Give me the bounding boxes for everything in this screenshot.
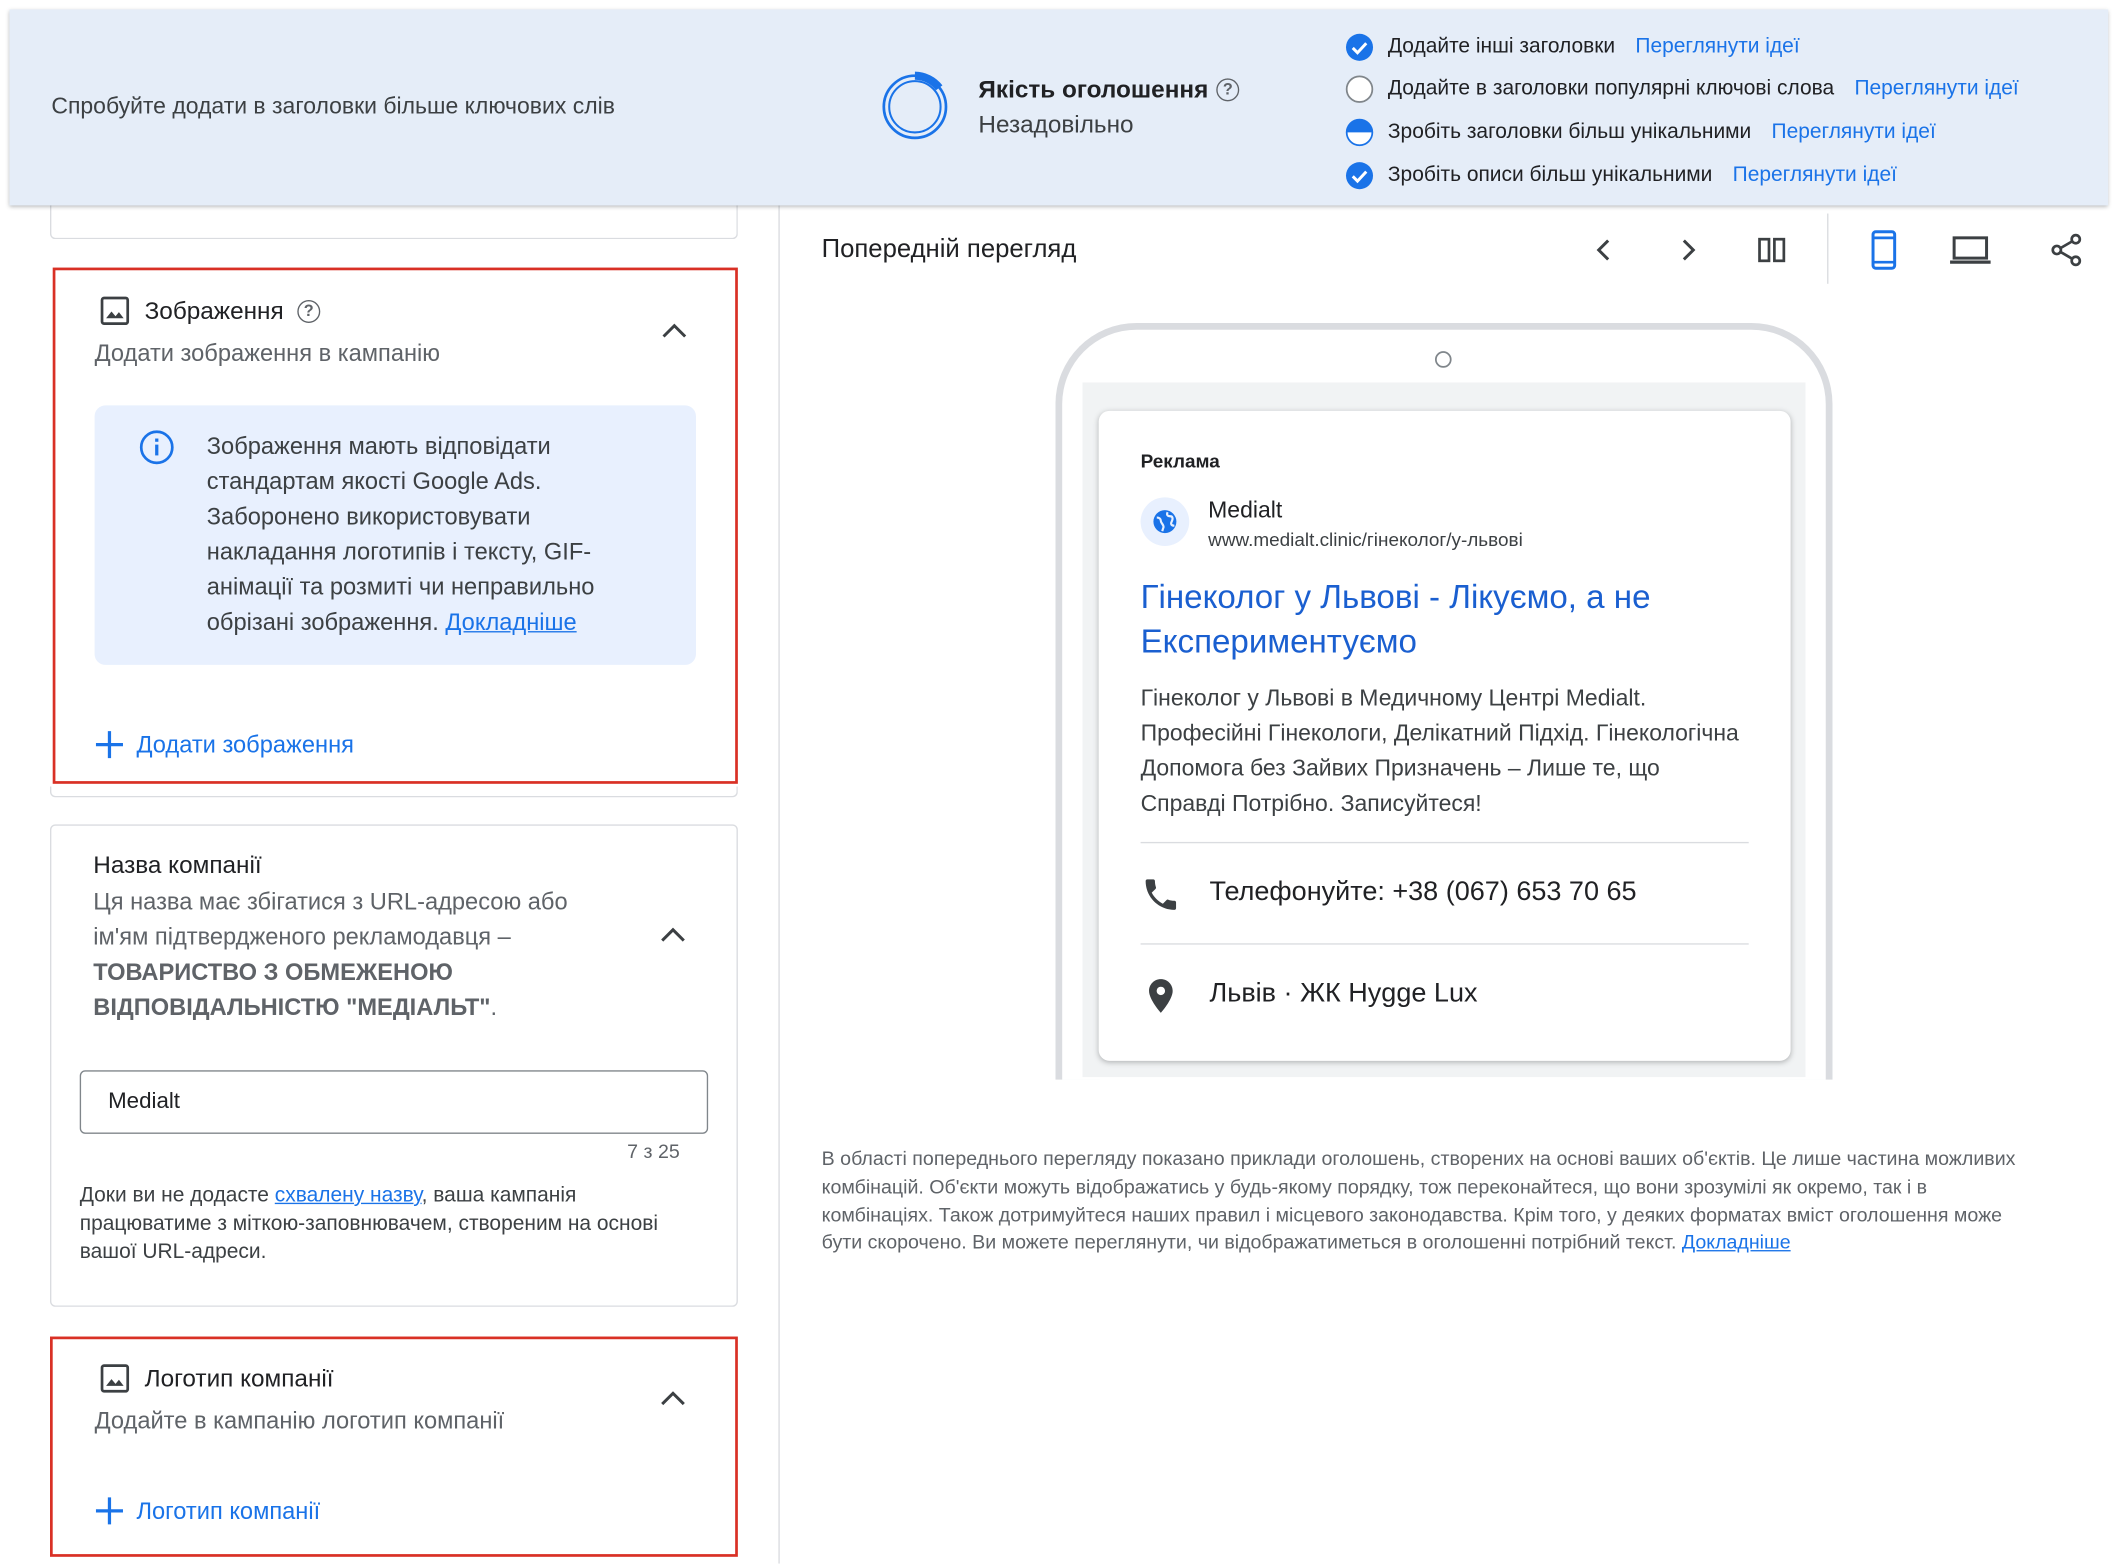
- half-circle-icon: [1345, 118, 1375, 148]
- share-button[interactable]: [2046, 230, 2087, 271]
- checklist-item-label: Додайте інші заголовки: [1387, 34, 1616, 58]
- placeholder-note-text: Доки ви не додасте: [79, 1183, 275, 1207]
- placeholder-note-text-end: , ваша кампанія працюватиме з міткою-заповнювачем, створеним на основі вашої URL-адреси.: [79, 1183, 659, 1264]
- company-name-title: Назва компанії: [93, 851, 262, 879]
- checklist-item-label: Зробіть описи більш унікальними: [1387, 162, 1713, 186]
- empty-circle-icon: [1345, 75, 1375, 105]
- learn-more-link[interactable]: Докладніше: [445, 608, 577, 636]
- mobile-preview-button[interactable]: [1864, 230, 1905, 271]
- smartphone-icon: [1869, 230, 1899, 271]
- add-logo-label: Логотип компанії: [136, 1496, 321, 1524]
- chevron-up-icon[interactable]: [655, 918, 690, 953]
- view-ideas-link[interactable]: Переглянути ідеї: [1635, 34, 1800, 58]
- images-card: [53, 268, 738, 784]
- laptop-icon: [1949, 234, 1992, 266]
- logo-card-title: Логотип компанії: [144, 1364, 334, 1392]
- add-image-button[interactable]: [95, 730, 354, 760]
- banner-tip: Спробуйте додати в заголовки більше ключових слів: [51, 93, 615, 119]
- approved-name-link[interactable]: схвалену назву: [274, 1183, 422, 1207]
- toolbar-divider: [1827, 214, 1828, 284]
- ad-call-extension[interactable]: Телефонуйте: +38 (067) 653 70 65: [1209, 877, 1637, 907]
- logo-card-header[interactable]: [99, 1362, 334, 1394]
- chevron-right-icon: [1674, 236, 1701, 263]
- ad-description: Гінеколог у Львові в Медичному Центрі Medialt. Професійні Гінекологи, Делікатний Підхід. Гінекологічна Допомога без Зайвих Призначень – Лише те, що Справді Потрібно. Записуйтеся!: [1140, 685, 1739, 817]
- preview-title: Попередній перегляд: [821, 235, 1077, 264]
- company-name-description: [93, 884, 600, 1025]
- company-name-input-value: Medialt: [108, 1089, 181, 1114]
- preview-disclaimer-text: В області попереднього перегляду показано приклади оголошень, створених на основі ваших об'єктів. Це лише частина можливих комбінацій. Об'єкти можуть відображатись у будь-якому порядку, тож переконайтеся, що вони зрозумілі як окремо, так і в комбінаціях. Також дотримуйтеся наших правил і місцевого законодавства. Крім того, у деяких форматах вміст оголошення може бути скорочено. Ви можете переглянути, чи відображатиметься в оголошенні потрібний текст.: [821, 1148, 2016, 1255]
- help-icon[interactable]: ?: [1216, 78, 1239, 101]
- ad-badge: Реклама: [1140, 450, 1220, 472]
- check-circle-icon: [1345, 160, 1375, 190]
- ad-quality-banner: [9, 9, 2108, 205]
- character-counter: 7 з 25: [627, 1141, 680, 1164]
- checklist-item-label: Додайте в заголовки популярні ключові слова: [1387, 77, 1835, 101]
- help-icon[interactable]: ?: [297, 299, 320, 322]
- globe-icon: [1151, 508, 1178, 535]
- card-stub: [50, 787, 738, 798]
- checklist-item: [1345, 111, 2019, 154]
- checklist-item: [1345, 26, 2019, 69]
- logo-card-subtitle: Додайте в кампанію логотип компанії: [94, 1406, 505, 1434]
- plus-icon: [95, 1496, 125, 1526]
- checklist-item: [1345, 68, 2019, 111]
- ad-display-url: www.medialt.clinic/гінеколог/у-львові: [1208, 528, 1523, 551]
- add-logo-button[interactable]: [95, 1496, 321, 1526]
- ad-quality-title: Якість оголошення: [978, 75, 1209, 103]
- company-name-description-end: .: [490, 993, 498, 1021]
- divider: [1141, 842, 1749, 843]
- images-card-subtitle: Додати зображення в кампанію: [94, 339, 441, 367]
- learn-more-link[interactable]: Докладніше: [1681, 1233, 1791, 1255]
- view-ideas-link[interactable]: Переглянути ідеї: [1771, 120, 1936, 144]
- checklist-item-label: Зробіть заголовки більш унікальними: [1387, 120, 1752, 144]
- image-policy-info-box: [95, 405, 696, 664]
- favicon: [1141, 497, 1190, 546]
- ad-quality-heading: [978, 76, 1239, 104]
- chevron-up-icon[interactable]: [655, 1381, 690, 1416]
- ad-quality-status: Незадовільно: [978, 110, 1134, 138]
- quality-ring-icon: [877, 69, 953, 145]
- share-icon: [2049, 232, 2084, 267]
- image-icon: [99, 1362, 131, 1394]
- preview-disclaimer: [822, 1146, 2038, 1258]
- ad-advertiser-name: Medialt: [1208, 497, 1283, 523]
- images-card-header[interactable]: [99, 295, 321, 327]
- chevron-up-icon[interactable]: [657, 314, 692, 349]
- plus-icon: [95, 730, 125, 760]
- ad-location-extension[interactable]: Львів · ЖК Hygge Lux: [1209, 978, 1478, 1009]
- company-name-card: [50, 824, 738, 1306]
- previous-button[interactable]: [1584, 230, 1625, 271]
- placeholder-label-note: [80, 1181, 675, 1266]
- chevron-left-icon: [1591, 236, 1618, 263]
- info-icon: [138, 428, 176, 466]
- ad-preview-card: [1099, 411, 1791, 1061]
- verified-advertiser-name: ТОВАРИСТВО З ОБМЕЖЕНОЮ ВІДПОВІДАЛЬНІСТЮ "МЕДІАЛЬТ": [93, 958, 491, 1021]
- phone-camera-icon: [1434, 350, 1453, 369]
- desktop-preview-button[interactable]: [1947, 230, 1993, 271]
- ad-headline[interactable]: Гінеколог у Львові - Лікуємо, а не Експериментуємо: [1140, 579, 1651, 661]
- add-image-label: Додати зображення: [136, 730, 354, 758]
- divider: [1141, 943, 1749, 944]
- next-button[interactable]: [1668, 230, 1709, 271]
- location-pin-icon: [1141, 976, 1182, 1017]
- image-policy-text: [207, 428, 666, 639]
- quality-checklist: [1345, 26, 2019, 197]
- check-circle-icon: [1345, 32, 1375, 62]
- images-card-title: Зображення: [144, 296, 284, 324]
- view-ideas-link[interactable]: Переглянути ідеї: [1854, 77, 2019, 101]
- image-icon: [99, 295, 131, 327]
- image-policy-message: Зображення мають відповідати стандартам якості Google Ads. Заборонено використовувати накладання логотипів і тексту, GIF-анімації та розмиті чи неправильно обрізані зображення.: [206, 432, 595, 636]
- view-ideas-link[interactable]: Переглянути ідеї: [1732, 162, 1897, 186]
- company-name-description-text: Ця назва має збігатися з URL-адресою або ім'ям підтвердженого рекламодавця –: [93, 887, 568, 951]
- company-logo-card: [50, 1337, 738, 1557]
- side-by-side-view-button[interactable]: [1751, 230, 1792, 271]
- phone-icon: [1141, 874, 1182, 915]
- columns-icon: [1757, 235, 1787, 265]
- company-name-input[interactable]: [80, 1070, 708, 1134]
- checklist-item: [1345, 154, 2019, 197]
